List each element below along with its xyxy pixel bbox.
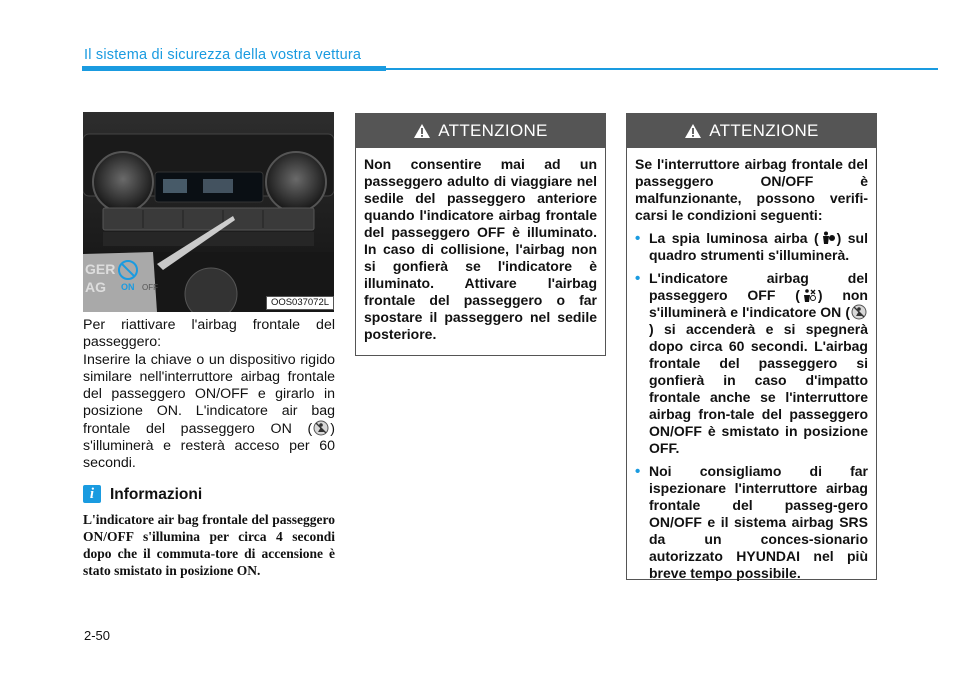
list-item	[635, 230, 868, 264]
warning-box-2	[626, 113, 877, 580]
warning-box-1	[355, 113, 606, 356]
paragraph-1: Per riattivare l'airbag frontale del passeggero:	[83, 317, 335, 350]
bullet-2-text-c: ) si accenderà e si spegnerà dopo circa 60 secondi. L'airbag frontale del passeggero si gonfierà in caso d'impatto frontale anche se l'interruttore airbag fron-tale del passeggero ON/OFF è smistato in posizione OFF.	[649, 321, 868, 456]
header-rule-thick	[82, 66, 386, 71]
warning-list-2	[635, 230, 868, 582]
section-title: Il sistema di sicurezza della vostra vettura	[84, 47, 362, 63]
warning-body-2	[627, 148, 876, 582]
warning-triangle-icon	[684, 123, 702, 139]
warning-text-1: Non consentire mai ad un passeggero adulto di viaggiare nel sedile del passeggero anteriore quando l'indicatore airbag frontale del passeggero OFF è illuminato. In caso di collisione, l'airbag non si gonfierà se l'indicatore è illuminato. Attivare l'airbag frontale del passeggero o far spostare il passeggero nel sedile posteriore.	[364, 156, 597, 342]
photo-label-ger: GER	[85, 261, 116, 277]
paragraph-2	[83, 352, 335, 472]
warning-intro-2: Se l'interruttore airbag frontale del passeggero ON/OFF è malfunzionante, possono verifi-carsi le condizioni seguenti:	[635, 156, 868, 223]
list-item: • Noi consigliamo di far ispezionare l'interruttore airbag frontale del passeg-gero ON/OFF e il sistema airbag SRS da un conces-sionario autorizzato HYUNDAI nel più breve tempo possibile.	[635, 463, 868, 582]
airbag-on-indicator-icon	[851, 304, 867, 320]
info-icon: i	[83, 485, 101, 503]
list-item	[635, 270, 868, 457]
info-title: Informazioni	[110, 486, 203, 503]
warning-title-2: ATTENZIONE	[709, 121, 819, 140]
bullet-2-text-b: ) non s'illuminerà e l'indicatore ON (	[649, 287, 868, 320]
paragraph-2-text-a: Inserire la chiave o un dispositivo rigido similare nell'interruttore airbag frontale del passeggero ON/OFF e girarlo in posizione ON. L'indicatore air bag frontale del passeggero ON (	[83, 352, 335, 437]
paragraph-2-text-b: ) s'illuminerà e resterà acceso per 60 secondi.	[83, 421, 335, 471]
warning-header-1	[356, 114, 605, 148]
bullet-1-text-a: La spia luminosa airba (	[649, 230, 819, 246]
warning-header-2	[627, 114, 876, 148]
header-rule-thin	[386, 68, 938, 70]
photo-label-ag: AG	[85, 279, 106, 295]
airbag-off-indicator-icon	[801, 287, 817, 303]
dashboard-photo	[83, 112, 334, 312]
airbag-on-indicator-icon	[313, 420, 329, 436]
warning-triangle-icon	[413, 123, 431, 139]
info-text: L'indicatore air bag frontale del passeggero ON/OFF s'illumina per circa 4 secondi dopo che il commuta-tore di accensione è stato smistato in posizione ON.	[83, 512, 335, 578]
airbag-warning-light-icon	[820, 230, 836, 246]
bullet-1-text-b: ) sul quadro strumenti s'illuminerà.	[649, 230, 868, 263]
photo-label-off: OFF	[142, 283, 158, 292]
page-number: 2-50	[84, 628, 111, 643]
warning-title-1: ATTENZIONE	[438, 121, 548, 140]
photo-code-label: OOS037072L	[266, 296, 334, 310]
bullet-2-text-a: L'indicatore airbag del passeggero OFF (	[649, 270, 868, 303]
photo-label-on: ON	[121, 282, 135, 292]
